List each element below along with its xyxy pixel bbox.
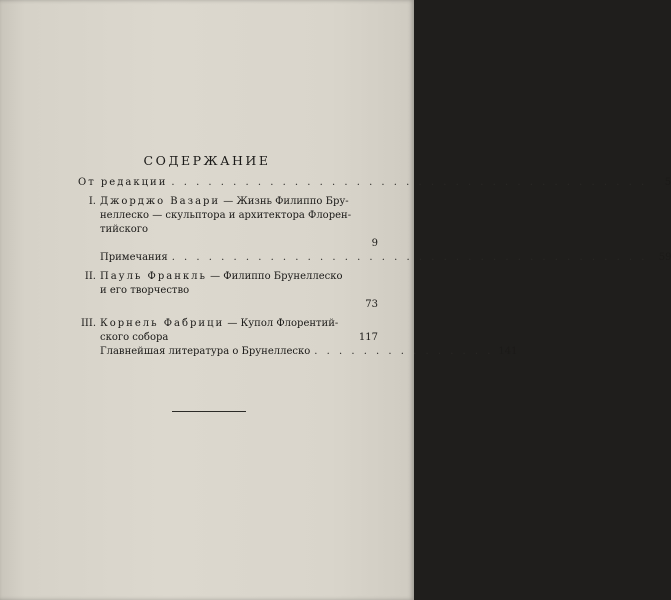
toc-entry-author: Джорджо Вазари — [100, 196, 221, 207]
table-of-contents — [78, 176, 671, 359]
toc-entry-numeral: III. — [80, 318, 96, 329]
toc-entry-author: Пауль Франкль — [100, 271, 207, 282]
toc-entry-continuation — [78, 331, 378, 345]
toc-entry-fabrizi — [78, 317, 378, 331]
toc-entry-vasari — [78, 195, 378, 209]
toc-entry-title: — Филиппо Брунеллеско — [206, 271, 343, 282]
toc-entry-text: Главнейшая литература о Брунеллеско — [100, 346, 311, 357]
toc-entry-title: — Жизнь Филиппо Бру- — [220, 196, 349, 207]
page-title: СОДЕРЖАНИЕ — [143, 153, 271, 168]
toc-entry-notes — [78, 251, 671, 265]
divider-rule — [172, 411, 246, 412]
toc-entry-continuation: тийского — [100, 224, 148, 235]
toc-entry-editorial — [78, 176, 671, 190]
toc-page-number: 59 — [658, 252, 671, 263]
toc-entry-literature — [78, 345, 518, 359]
toc-entry-text: От редакции — [78, 177, 168, 188]
toc-entry-continuation: и его творчество — [100, 285, 190, 296]
dot-leader: . . . . . . . . . . . . . . . . . . . . . . . . . . . . . . . . . . . . . . . — [171, 177, 648, 188]
toc-entry-text: Примечания — [100, 252, 168, 263]
toc-entry-frankl — [78, 270, 378, 284]
toc-page-number: 5 — [664, 177, 671, 188]
toc-page-number: 141 — [498, 346, 518, 357]
toc-page-number: 73 — [365, 299, 378, 310]
toc-entry-author: Корнель Фабрици — [100, 318, 225, 329]
toc-entry-title: — Купол Флорентий- — [224, 318, 339, 329]
toc-page-number: 9 — [371, 238, 378, 249]
toc-entry-text: ского собора — [100, 332, 169, 343]
toc-entry-numeral: II. — [84, 271, 96, 282]
dot-leader: . . . . . . . . . . . . . . . — [314, 346, 494, 357]
toc-page-number: 117 — [358, 332, 378, 343]
dot-leader: . . . . . . . . . . . . . . . . . . . . . . . . . . . . . . . . . . . . . . . — [171, 252, 648, 263]
toc-entry-numeral: I. — [88, 196, 96, 207]
toc-entry-continuation: неллеско — скульптора и архитектора Флорен- — [100, 210, 352, 221]
